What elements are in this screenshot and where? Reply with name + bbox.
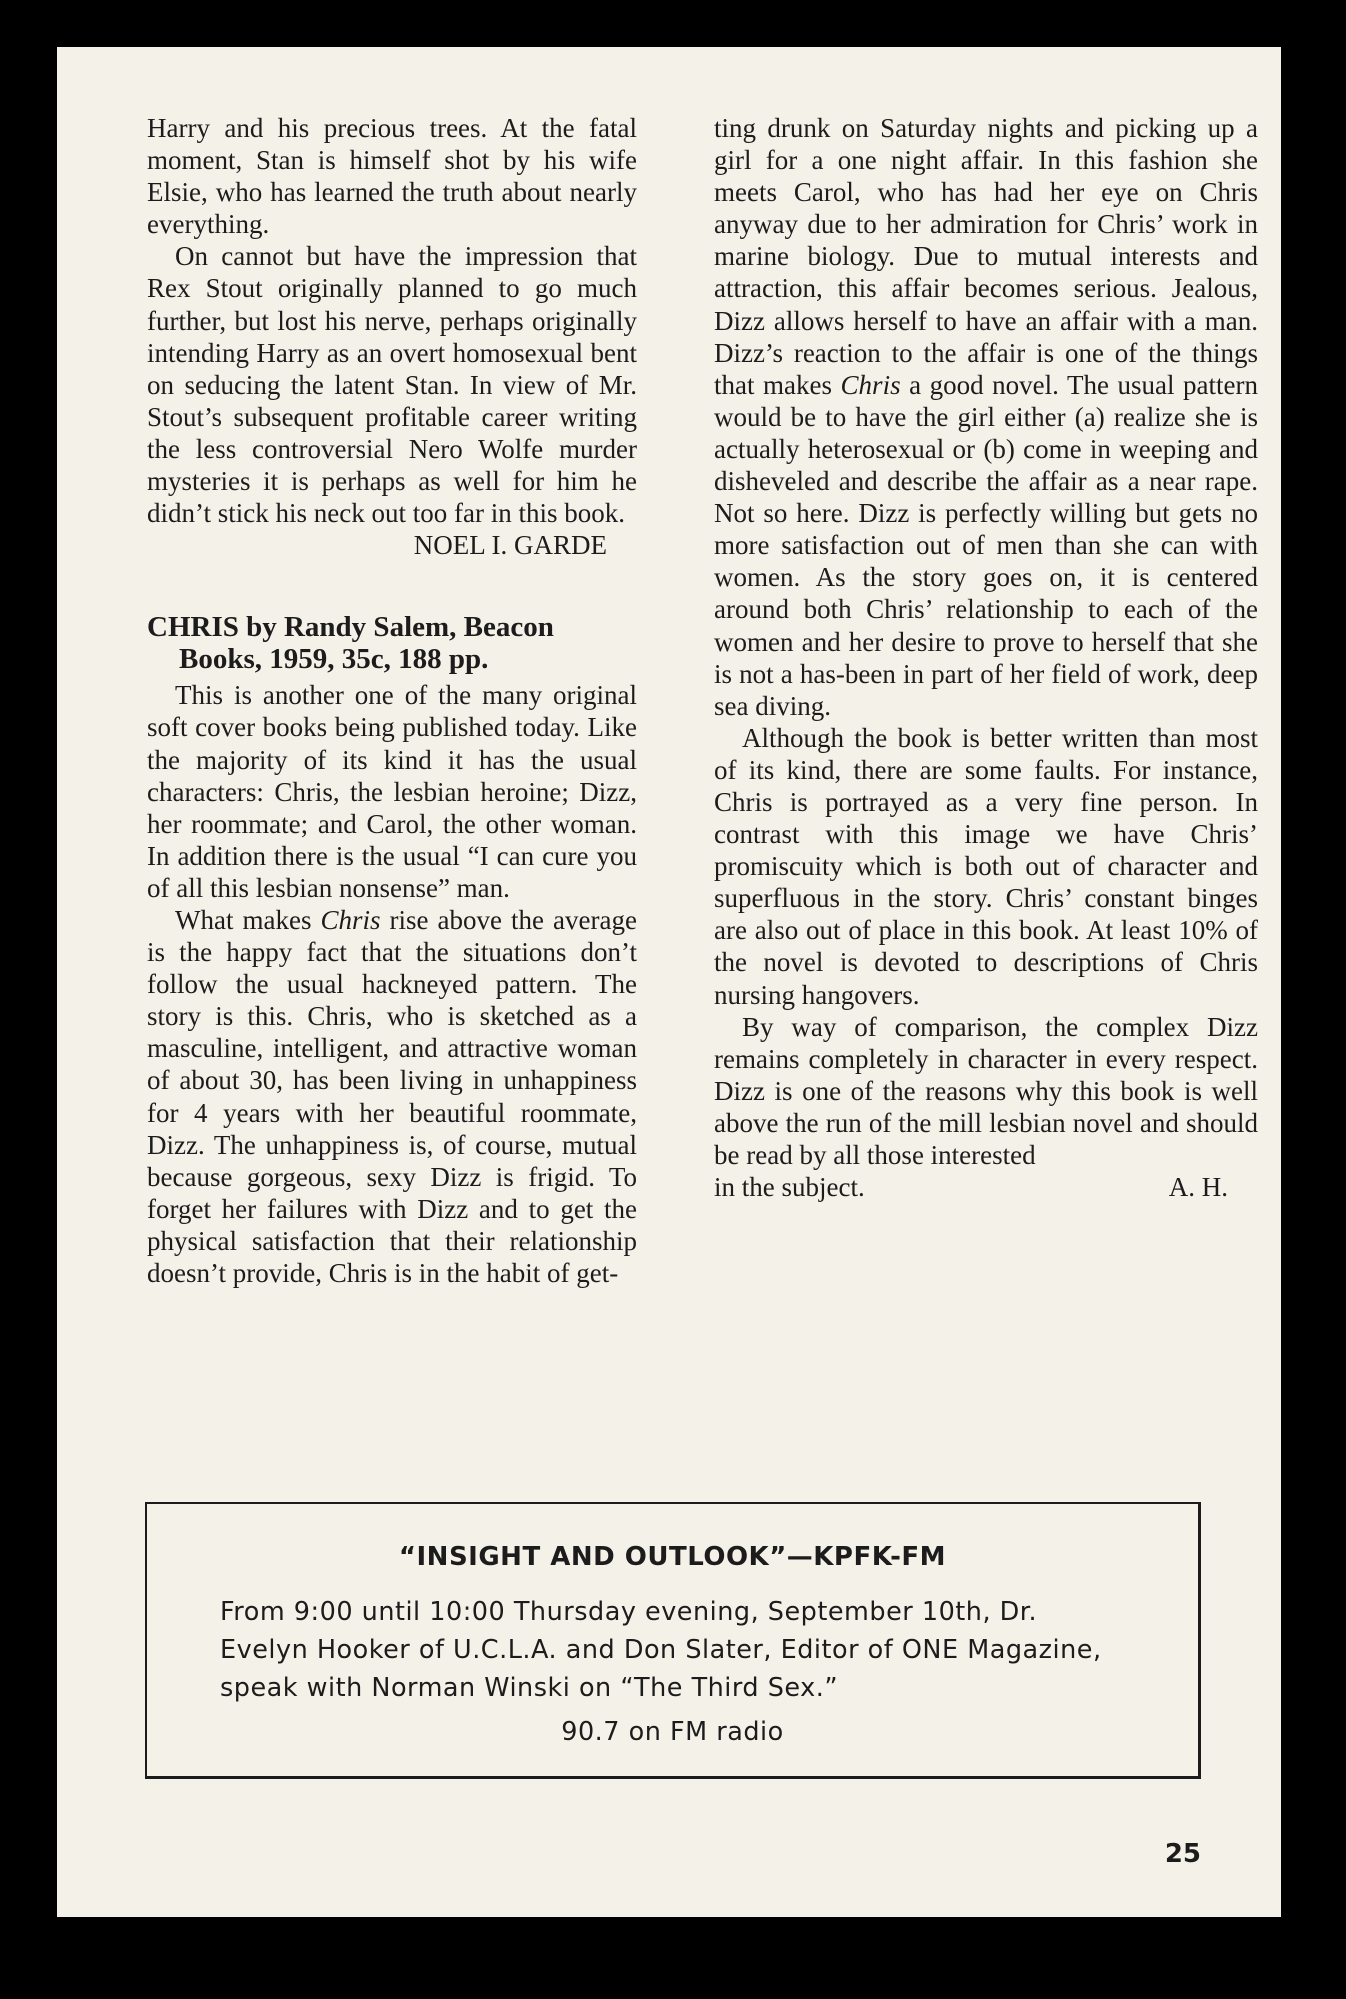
review-paragraph: ting drunk on Saturday nights and picking up a girl for a one night affair. In this fashion she meets Carol, who has had her eye on Chris anyway due to her admiration for Chris’ work in marine biology. Due to mutual interests and attraction, this affair becomes serious. Jealous, Dizz allows herself to have an affair with a man. Dizz’s reaction to the affair is one of the things that makes Chris a good novel. The usual pattern would be to have the girl either (a) realize she is actually heterosexual or (b) come in weeping and disheveled and describe the affair as a near rape. Not so here. Dizz is perfectly willing but gets no more satisfaction out of men than she can with women. As the story goes on, it is centered around both Chris’ relationship to each of the women and her desire to prove to herself that she is not a has-been in part of her field of work, deep sea diving. <box>714 113 1258 721</box>
review-paragraph: By way of comparison, the complex Dizz remains completely in character in every respect. Dizz is one of the reasons why this book is well above the run of the mill lesbian novel and should be read by all those interested <box>714 1011 1258 1170</box>
book-title-italic: Chris <box>840 369 901 400</box>
reviewer-signature: NOEL I. GARDE <box>413 530 607 561</box>
closing-text: in the subject. <box>714 1172 865 1203</box>
notice-title: “INSIGHT AND OUTLOOK”—KPFK-FM <box>398 1542 947 1572</box>
review-paragraph: What makes Chris rise above the average is the happy fact that the situations don’t follow the usual hackneyed pattern. The story is this. Chris, who is sketched as a masculine, intelligent, and attractive woman of about 30, has been living in unhappiness for 4 years with her beautiful roommate, Dizz. The unhappiness is, of course, mutual because gorgeous, sexy Dizz is frigid. To forget her failures with Dizz and to get the physical satisfaction that their relationship doesn’t provide, Chris is in the habit of get- <box>147 904 637 1288</box>
review-paragraph: Harry and his precious trees. At the fatal moment, Stan is himself shot by his wife Elsie, who has learned the truth about nearly everything. <box>147 113 637 240</box>
reviewer-signature: A. H. <box>1168 1172 1228 1203</box>
magazine-page <box>57 47 1281 1917</box>
left-column <box>147 112 637 1289</box>
book-title-italic: Chris <box>320 904 381 935</box>
review-paragraph: This is another one of the many original soft cover books being published today. Like the majority of its kind it has the usual characters: Chris, the lesbian heroine; Dizz, her roommate; and Carol, the other woman. In addition there is the usual “I can cure you of all this lesbian nonsense” man. <box>147 680 637 903</box>
notice-body: From 9:00 until 10:00 Thursday evening, September 10th, Dr. Evelyn Hooker of U.C.L.A. and Don Slater, Editor of ONE Magazine, speak with Norman Winski on “The Third Sex.” <box>220 1597 1102 1703</box>
review-title: CHRIS by Randy Salem, Beacon Books, 1959, 35c, 188 pp. <box>147 611 554 676</box>
radio-notice-box <box>145 1502 1201 1779</box>
notice-footer: 90.7 on FM radio <box>561 1717 784 1747</box>
closing-line <box>714 1171 1258 1203</box>
right-column <box>714 112 1258 1203</box>
review-paragraph: Although the book is better written than most of its kind, there are some faults. For instance, Chris is portrayed as a very fine person. In contrast with this image we have Chris’ promiscuity which is both out of character and superfluous in the story. Chris’ constant binges are also out of place in this book. At least 10% of the novel is devoted to descriptions of Chris nursing hangovers. <box>714 722 1258 1010</box>
review-paragraph: On cannot but have the impression that Rex Stout originally planned to go much further, but lost his nerve, perhaps originally intending Harry as an overt homosexual bent on seducing the latent Stan. In view of Mr. Stout’s subsequent profitable career writing the less controversial Nero Wolfe murder mysteries it is perhaps as well for him he didn’t stick his neck out too far in this book. <box>147 241 637 529</box>
page-number: 25 <box>1164 1839 1201 1869</box>
